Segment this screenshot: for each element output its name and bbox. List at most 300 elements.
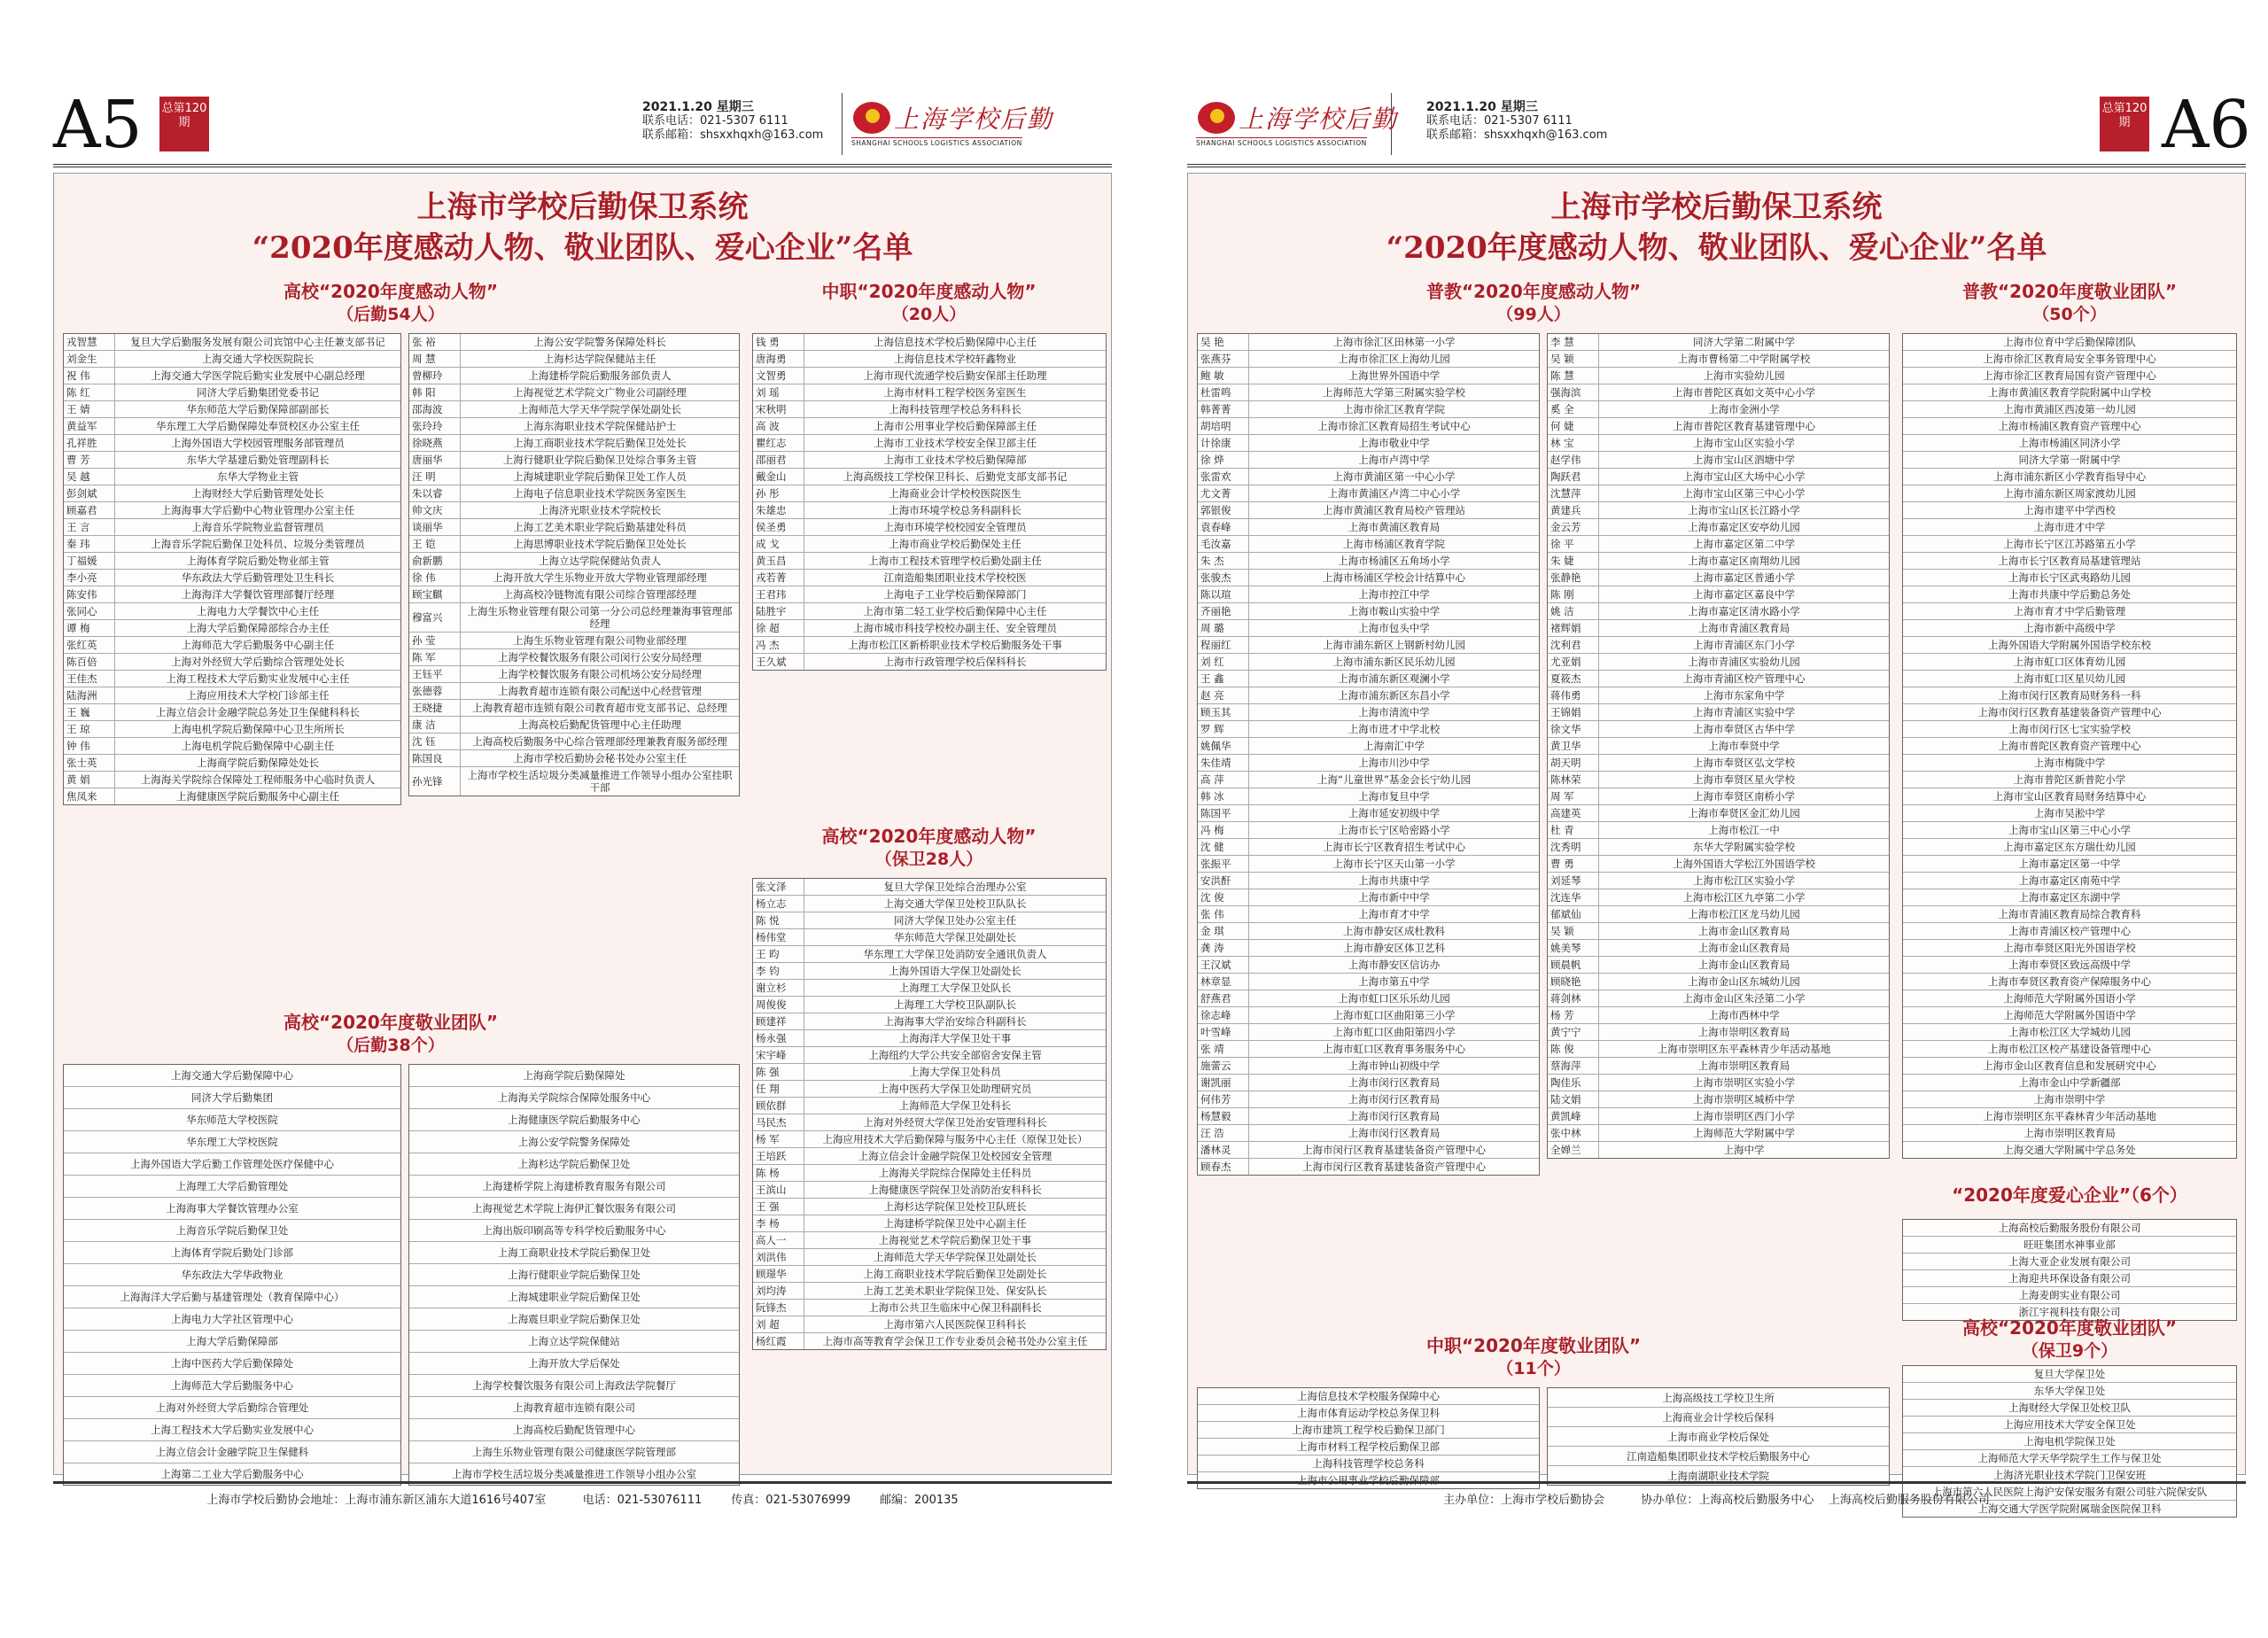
table-row: [1198, 435, 1539, 452]
organization-name: 上海财经大学保卫处校卫队: [2008, 1401, 2131, 1414]
organization-name: 上海市浦东新区小学教育指导中心: [1992, 470, 2147, 483]
table-row: [1198, 351, 1539, 368]
unit-position: 上海市嘉定区南翔幼儿园: [1688, 555, 1800, 567]
unit-position: 上海开放大学生乐物业开放大学物业管理部经理: [493, 571, 707, 584]
unit-position: 同济大学第二附属中学: [1693, 336, 1795, 348]
section-count: （后勤54人）: [337, 305, 445, 324]
person-name: 戎智慧: [64, 334, 115, 350]
unit-position: 上海市崇明区东平森林青少年活动基地: [1657, 1043, 1831, 1055]
list-item: [1903, 755, 2236, 772]
unit-position: 上海师范大学附属中学: [1693, 1127, 1795, 1139]
table-row: [1548, 1024, 1889, 1041]
person-name: 杨 芳: [1548, 1007, 1599, 1023]
list-item: [1903, 452, 2236, 469]
list-item: [409, 1176, 739, 1198]
table-row: [753, 502, 1106, 519]
table-row: [1198, 1041, 1539, 1058]
table-row: [1198, 1024, 1539, 1041]
newspaper-logo: [842, 93, 1054, 155]
enterprise-table: [1902, 1219, 2237, 1321]
list-item: [64, 1353, 400, 1375]
person-name: 徐 平: [1548, 536, 1599, 552]
person-name: 黄卫华: [1548, 738, 1599, 754]
unit-position: 上海市川沙中学: [1358, 757, 1430, 769]
person-name: 张 靖: [1198, 1041, 1249, 1057]
list-item: [1903, 1366, 2236, 1383]
person-name: 朱雄忠: [753, 502, 804, 518]
list-item: [409, 1242, 739, 1264]
section-heading: 普教“2020年度敬业团队”: [1962, 281, 2177, 302]
table-row: [1198, 368, 1539, 384]
organization-name: 上海开放大学后保处: [528, 1357, 620, 1370]
footer-sponsors: 主办单位：上海市学校后勤协会 协办单位：上海高校后勤服务中心 上海高校后勤服务股份有限公司: [1443, 1494, 1990, 1507]
person-name: 陈国良: [409, 750, 461, 766]
organization-name: 上海行健职业学院后勤保卫处: [508, 1269, 641, 1281]
unit-position: 上海市杨浦区教育学院: [1343, 538, 1445, 550]
organization-name: 上海市金山中学新疆部: [2018, 1076, 2121, 1089]
person-name: 丁福媛: [64, 553, 115, 569]
table-row: [409, 519, 739, 536]
unit-position: 上海师范大学保卫处科长: [898, 1099, 1012, 1112]
unit-position: 上海“儿童世界”基金会长宁幼儿园: [1317, 773, 1471, 786]
person-name: 顾建祥: [753, 1013, 804, 1029]
person-name: 陶跃君: [1548, 469, 1599, 485]
unit-position: 上海市奉贤区弘文学校: [1693, 757, 1795, 769]
unit-position: 上海市育才中学: [1358, 908, 1430, 920]
table-row: [1548, 1058, 1889, 1075]
table-row: [1548, 485, 1889, 502]
logo-subtitle: SHANGHAI SCHOOLS LOGISTICS ASSOCIATION: [851, 139, 1022, 147]
table-row: [1198, 805, 1539, 822]
table-row: [1548, 570, 1889, 586]
unit-position: 上海济光职业技术学院校长: [539, 504, 661, 516]
person-name: 郁斌仙: [1548, 906, 1599, 922]
unit-position: 东华大学物业主管: [217, 470, 299, 483]
organization-name: 上海市黄浦区西凌第一幼儿园: [2003, 403, 2136, 415]
table-row: [1198, 654, 1539, 671]
table-row: [1198, 334, 1539, 351]
unit-position: 上海杉达学院保卫处校卫队班长: [883, 1200, 1027, 1213]
unit-position: 上海市第五中学: [1358, 975, 1430, 988]
person-name: 高 萍: [1198, 772, 1249, 788]
person-name: 叶雪峰: [1198, 1024, 1249, 1040]
unit-position: 上海市奉贤区南桥小学: [1693, 790, 1795, 803]
list-item: [409, 1153, 739, 1176]
organization-name: 上海科技管理学校总务科: [1312, 1457, 1425, 1470]
organization-name: 上海高级技工学校卫生所: [1662, 1391, 1775, 1404]
list-item: [1903, 485, 2236, 502]
unit-position: 上海工商职业技术学院后勤保卫处副处长: [863, 1268, 1047, 1280]
table-row: [1198, 586, 1539, 603]
table-row: [1198, 822, 1539, 839]
unit-position: 上海生乐物业管理有限公司第一分公司总经理兼海事管理部经理: [467, 605, 733, 630]
table-row: [1198, 1058, 1539, 1075]
person-name: 彭剑斌: [64, 485, 115, 501]
table-row: [1548, 788, 1889, 805]
unit-position: 上海外国语大学保卫处副处长: [889, 965, 1021, 977]
unit-position: 上海市金山区教育局: [1697, 925, 1790, 937]
unit-position: 上海市公用事业学校后勤保障部主任: [874, 420, 1037, 432]
table-row: [64, 704, 400, 721]
list-item: [1903, 805, 2236, 822]
list-item: [1903, 519, 2236, 536]
table-row: [64, 586, 400, 603]
person-name: 陈 俊: [1548, 1041, 1599, 1057]
section-count: （后勤38个）: [337, 1036, 445, 1055]
unit-position: 上海市第二轻工业学校后勤保障中心主任: [863, 605, 1047, 617]
unit-position: 上海市包头中学: [1358, 622, 1430, 634]
unit-position: 上海建桥学院保卫处中心副主任: [883, 1217, 1027, 1230]
main-subtitle: “2020年度感动人物、敬业团队、爱心企业”名单: [252, 230, 913, 266]
table-row: [1548, 553, 1889, 570]
person-name: 蔡海萍: [1548, 1058, 1599, 1074]
list-item: [1903, 1287, 2236, 1304]
person-name: 宋宇峰: [753, 1047, 804, 1063]
table-row: [1548, 519, 1889, 536]
organization-name: 上海市公用事业学校后勤保障部: [1297, 1474, 1440, 1487]
table-row: [1198, 620, 1539, 637]
organization-name: 上海市新中高级中学: [2023, 622, 2116, 634]
section-count: （50个）: [2032, 305, 2107, 324]
person-name: 侯圣勇: [753, 519, 804, 535]
person-name: 顾璟华: [753, 1266, 804, 1282]
unit-position: 上海市敬业中学: [1358, 437, 1430, 449]
organization-name: 上海理工大学后勤管理处: [175, 1180, 289, 1192]
masthead: [53, 84, 1112, 167]
unit-position: 上海市黄浦区教育局: [1348, 521, 1441, 533]
list-item: [64, 1286, 400, 1308]
unit-position: 上海大学保卫处科员: [909, 1066, 1001, 1078]
person-name: 王 巍: [64, 704, 115, 720]
table-row: [1198, 536, 1539, 553]
organization-name: 上海市建平中学西校: [2023, 504, 2116, 516]
unit-position: 上海市延安初级中学: [1348, 807, 1441, 819]
organization-name: 上海中医药大学后勤保障处: [171, 1357, 293, 1370]
table-row: [753, 603, 1106, 620]
table-row: [753, 536, 1106, 553]
table-row: [1548, 687, 1889, 704]
person-name: 施蕾云: [1198, 1058, 1249, 1074]
unit-position: 上海杉达学院保健站主任: [543, 353, 656, 365]
table-row: [1548, 1091, 1889, 1108]
person-name: 王锦娟: [1548, 704, 1599, 720]
list-item: [1903, 1125, 2236, 1142]
unit-position: 上海市金山区东城幼儿园: [1688, 975, 1800, 988]
person-name: 王滨山: [753, 1182, 804, 1198]
table-row: [753, 1215, 1106, 1232]
organization-name: 上海师范大学附属外国语中学: [2003, 1009, 2136, 1021]
person-name: 曹 芳: [64, 452, 115, 468]
person-name: 杨立志: [753, 896, 804, 912]
unit-position: 上海工商职业技术学院后勤保卫处处长: [513, 437, 687, 449]
person-name: 顾宝麒: [409, 586, 461, 602]
organization-name: 上海市崇明中学: [2033, 1093, 2106, 1106]
organization-name: 上海市奉贤区阳光外国语学校: [2003, 942, 2136, 954]
table-row: [1548, 873, 1889, 889]
unit-position: 上海市奉贤区古华中学: [1693, 723, 1795, 735]
person-name: 黄宁宁: [1548, 1024, 1599, 1040]
table-row: [1548, 435, 1889, 452]
list-item: [1903, 351, 2236, 368]
table-row: [409, 469, 739, 485]
unit-position: 上海市松江区新桥职业技术学校后勤服务处干事: [848, 639, 1062, 651]
table-row: [1198, 401, 1539, 418]
person-name: 朱 婕: [1548, 553, 1599, 569]
organization-name: 上海建桥学院上海建桥教育服务有限公司: [482, 1180, 666, 1192]
unit-position: 上海体育学院后勤处物业部主管: [186, 555, 330, 567]
table-row: [1198, 553, 1539, 570]
organization-name: 上海市黄浦区教育学院附属中山学校: [1988, 386, 2151, 399]
person-name: 刘 超: [753, 1316, 804, 1332]
unit-position: 上海立信会计金融学院总务处卫生保健科科长: [156, 706, 360, 718]
honoree-table: [63, 333, 401, 805]
person-name: 韩 冰: [1198, 788, 1249, 804]
person-name: 鲍 敏: [1198, 368, 1249, 384]
person-name: 陈 杨: [753, 1165, 804, 1181]
person-name: 沈连华: [1548, 889, 1599, 905]
table-row: [1548, 923, 1889, 940]
person-name: 俞新鹏: [409, 553, 461, 569]
table-row: [753, 1249, 1106, 1266]
unit-position: 上海市高等教育学会保卫工作专业委员会秘书处办公室主任: [822, 1335, 1088, 1347]
person-name: 黄益军: [64, 418, 115, 434]
person-name: 王 婧: [64, 401, 115, 417]
unit-position: 华东理工大学后勤保障处奉贤校区办公室主任: [156, 420, 360, 432]
unit-position: 上海市宝山区第三中心小学: [1682, 487, 1806, 500]
unit-position: 上海公安学院警务保障处科长: [533, 336, 666, 348]
unit-position: 上海高校后勤配货管理中心主任助理: [518, 718, 681, 731]
table-row: [753, 351, 1106, 368]
table-row: [1548, 654, 1889, 671]
person-name: 李 杨: [753, 1215, 804, 1231]
table-row: [753, 1098, 1106, 1114]
issue-badge: 总第120期: [2100, 97, 2149, 151]
section-heading: “2020年度爱心企业”（6个）: [1952, 1184, 2187, 1206]
organization-name: 上海师范大学附属外国语小学: [2003, 992, 2136, 1005]
table-row: [409, 767, 739, 796]
unit-position: 上海市徐汇区教育学院: [1343, 403, 1445, 415]
person-name: 沈 健: [1198, 839, 1249, 855]
unit-position: 上海音乐学院物业监督管理员: [191, 521, 324, 533]
organization-name: 上海市松江区校产基建设备管理中心: [1988, 1043, 2151, 1055]
unit-position: 上海市第六人民医院保卫科科长: [883, 1318, 1027, 1331]
unit-position: 上海音乐学院后勤保卫处科员、垃圾分类管理员: [151, 538, 365, 550]
organization-name: 上海学校餐饮服务有限公司上海政法学院餐厅: [472, 1379, 676, 1392]
unit-position: 上海市浦东新区东昌小学: [1338, 689, 1450, 702]
unit-position: 上海纽约大学公共安全部宿舍安保主管: [868, 1049, 1042, 1061]
list-item: [1903, 620, 2236, 637]
person-name: 秦 玮: [64, 536, 115, 552]
unit-position: 上海师范大学后勤服务中心副主任: [181, 639, 335, 651]
table-row: [64, 620, 400, 637]
unit-position: 上海市宝山区大场中心小学: [1682, 470, 1806, 483]
organization-name: 上海应用技术大学安全保卫处: [2003, 1418, 2136, 1431]
table-row: [64, 721, 400, 738]
person-name: 姚佩华: [1198, 738, 1249, 754]
unit-position: 上海教育超市连锁有限公司教育超市党支部书记、总经理: [472, 702, 727, 714]
person-name: 徐 超: [753, 620, 804, 636]
person-name: 刘金生: [64, 351, 115, 367]
person-name: 王 铠: [409, 536, 461, 552]
table-row: [1198, 772, 1539, 788]
unit-position: 同济大学后勤集团党委书记: [197, 386, 319, 399]
section-heading: 高校“2020年度敬业团队”: [1962, 1317, 2177, 1339]
logo-title: 上海学校后勤: [1239, 105, 1399, 134]
unit-position: 上海理工大学保卫处队长: [898, 982, 1012, 994]
person-name: 刘延琴: [1548, 873, 1599, 889]
list-item: [1903, 418, 2236, 435]
list-item: [1903, 1091, 2236, 1108]
table-row: [1198, 755, 1539, 772]
list-item: [409, 1220, 739, 1242]
unit-position: 上海商学院后勤保障处处长: [197, 757, 319, 769]
table-row: [64, 536, 400, 553]
list-item: [1903, 738, 2236, 755]
organization-name: 上海市宝山区教育局财务结算中心: [1992, 790, 2147, 803]
unit-position: 同济大学保卫处办公室主任: [894, 914, 1016, 927]
honoree-table: [408, 333, 740, 796]
unit-position: 上海市行政管理学校后保科科长: [883, 656, 1027, 668]
person-name: 沈慧萍: [1548, 485, 1599, 501]
table-row: [753, 1114, 1106, 1131]
unit-position: 上海思博职业技术学院后勤保卫处处长: [513, 538, 687, 550]
person-name: 张振平: [1198, 856, 1249, 872]
unit-position: 上海市商业学校后勤保处主任: [889, 538, 1021, 550]
person-name: 赵学伟: [1548, 452, 1599, 468]
organization-name: 华东政法大学华政物业: [181, 1269, 284, 1281]
list-item: [64, 1131, 400, 1153]
organization-name: 上海第二工业大学后勤服务中心: [160, 1468, 304, 1480]
person-name: 周 军: [1548, 788, 1599, 804]
person-name: 周 璐: [1198, 620, 1249, 636]
table-row: [1198, 788, 1539, 805]
person-name: 陈以瑄: [1198, 586, 1249, 602]
person-name: 唐海勇: [753, 351, 804, 367]
table-row: [1198, 738, 1539, 755]
unit-position: 上海市材料工程学校医务室医生: [883, 386, 1027, 399]
table-row: [753, 963, 1106, 980]
unit-position: 上海市嘉定区普通小学: [1693, 571, 1795, 584]
table-row: [753, 1266, 1106, 1283]
unit-position: 上海市现代流通学校后勤安保部主任助理: [863, 369, 1047, 382]
list-item: [409, 1441, 739, 1463]
table-row: [753, 1081, 1106, 1098]
table-row: [753, 1131, 1106, 1148]
person-name: 刘 瑶: [753, 384, 804, 400]
unit-position: 上海市静安区体卫艺科: [1343, 942, 1445, 954]
table-row: [753, 586, 1106, 603]
unit-position: 上海信息技术学校后勤保障中心主任: [874, 336, 1037, 348]
organization-name: 上海海关学院综合保障处服务中心: [497, 1091, 651, 1104]
person-name: 陈 红: [64, 384, 115, 400]
person-name: 任 翔: [753, 1081, 804, 1097]
logo-emblem-icon: [853, 102, 890, 134]
list-item: [409, 1286, 739, 1308]
table-row: [409, 384, 739, 401]
list-item: [409, 1397, 739, 1419]
organization-name: 上海高校后勤服务股份有限公司: [1998, 1222, 2141, 1234]
unit-position: 上海市奉贤区金汇幼儿园: [1688, 807, 1800, 819]
organization-name: 上海城建职业学院后勤保卫处: [508, 1291, 641, 1303]
person-name: 张同心: [64, 603, 115, 619]
organization-name: 上海市共康中学后勤总务处: [2008, 588, 2131, 601]
organization-name: 上海电力大学社区管理中心: [171, 1313, 293, 1325]
unit-position: 上海工程技术大学后勤实业发展中心主任: [166, 672, 350, 685]
unit-position: 上海市环境学校校园安全管理员: [883, 521, 1027, 533]
table-row: [1548, 384, 1889, 401]
person-name: 沈利君: [1548, 637, 1599, 653]
table-row: [409, 586, 739, 603]
organization-name: 上海外国语大学后勤工作管理处医疗保健中心: [130, 1158, 334, 1170]
table-row: [409, 351, 739, 368]
person-name: 王晓捷: [409, 700, 461, 716]
list-item: [1903, 368, 2236, 384]
unit-position: 上海市东家角中学: [1703, 689, 1785, 702]
unit-position: 上海学校餐饮服务有限公司机场公安分局经理: [498, 668, 702, 680]
person-name: 何伟芳: [1198, 1091, 1249, 1107]
organization-name: 上海市闵行区七宝实验学校: [2008, 723, 2131, 735]
unit-position: 上海信息技术学校轩鑫物业: [894, 353, 1016, 365]
organization-name: 上海视觉艺术学院上海伊汇餐饮服务有限公司: [472, 1202, 676, 1215]
list-item: [1903, 1058, 2236, 1075]
person-name: 孙 彤: [753, 485, 804, 501]
organization-name: 上海市嘉定区东湖中学: [2018, 891, 2121, 904]
unit-position: 上海市虹口区乐乐幼儿园: [1338, 992, 1450, 1005]
person-name: 杨 军: [753, 1131, 804, 1147]
unit-position: 上海对外经贸大学保卫处治安管理科科长: [863, 1116, 1047, 1129]
list-item: [1903, 384, 2236, 401]
person-name: 陈 悦: [753, 912, 804, 928]
list-item: [1903, 1108, 2236, 1125]
section-title: [54, 280, 727, 326]
person-name: 奚 全: [1548, 401, 1599, 417]
unit-position: 上海健康医学院后勤服务中心副主任: [176, 790, 339, 803]
table-row: [1198, 957, 1539, 974]
unit-position: 上海市嘉定区安亭幼儿园: [1688, 521, 1800, 533]
list-item: [1903, 687, 2236, 704]
unit-position: 上海行健职业学院后勤保卫处综合事务主管: [502, 454, 697, 466]
table-row: [1548, 368, 1889, 384]
person-name: 张静艳: [1548, 570, 1599, 586]
unit-position: 上海高级技工学校保卫科长、后勤党支部支部书记: [843, 470, 1068, 483]
list-item: [1903, 1433, 2236, 1450]
main-title: 上海市学校后勤保卫系统: [1550, 190, 1883, 225]
person-name: 谈丽华: [409, 519, 461, 535]
unit-position: 上海市进才中学北校: [1348, 723, 1441, 735]
section-heading: 中职“2020年度敬业团队”: [1426, 1335, 1641, 1356]
unit-position: 上海市黄浦区教育局校产管理站: [1323, 504, 1465, 516]
person-name: 戎若菁: [753, 570, 804, 586]
table-row: [753, 1047, 1106, 1064]
person-name: 张雷欢: [1198, 469, 1249, 485]
organization-name: 上海市虹口区星贝幼儿园: [2013, 672, 2126, 685]
table-row: [1198, 502, 1539, 519]
unit-position: 上海电机学院后勤保障中心副主任: [181, 740, 335, 752]
table-row: [753, 519, 1106, 536]
unit-position: 上海交通大学医学院后勤实业发展中心副总经理: [151, 369, 365, 382]
person-name: 曹 勇: [1548, 856, 1599, 872]
table-row: [753, 946, 1106, 963]
unit-position: 上海财经大学后勤管理处处长: [191, 487, 324, 500]
list-item: [64, 1109, 400, 1131]
person-name: 黄玉昌: [753, 553, 804, 569]
organization-name: 上海市梅陇中学: [2033, 757, 2106, 769]
table-row: [409, 603, 739, 633]
table-row: [1198, 469, 1539, 485]
organization-name: 上海商学院后勤保障处: [523, 1069, 625, 1082]
table-row: [1198, 923, 1539, 940]
phone: 联系电话：021-5307 6111: [1426, 114, 1573, 128]
